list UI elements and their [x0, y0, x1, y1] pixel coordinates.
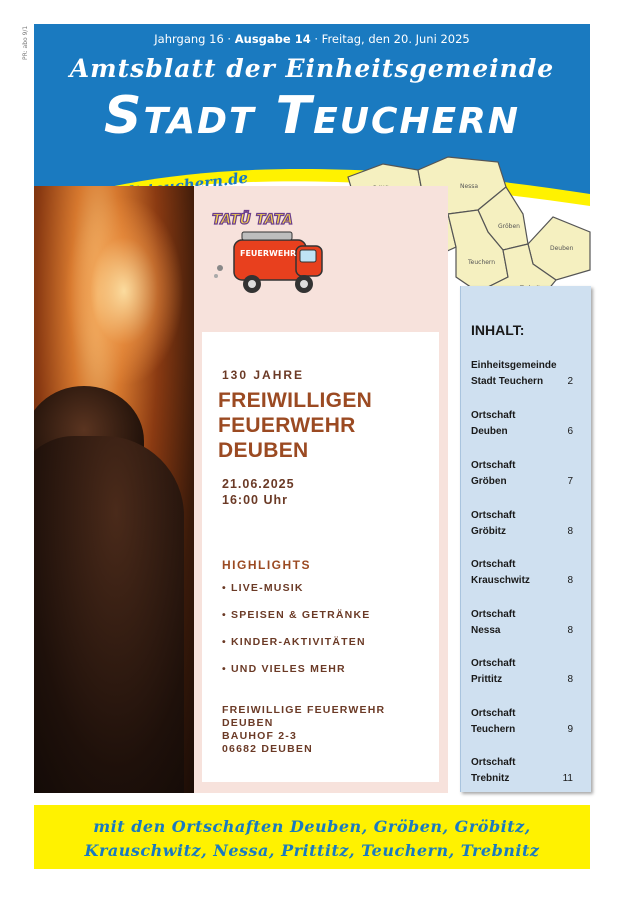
highlight-item: • LIVE-MUSIK	[222, 582, 370, 609]
toc-title: INHALT:	[471, 322, 525, 338]
toc-entry[interactable]	[471, 609, 587, 636]
issue-prefix: Jahrgang 16 ·	[154, 32, 235, 46]
issue-date: · Freitag, den 20. Juni 2025	[310, 32, 470, 46]
toc-entry-page: 6	[567, 426, 573, 437]
toc-entry-line2: Deuben	[471, 426, 508, 437]
footer-banner	[34, 805, 590, 869]
highlight-item: • UND VIELES MEHR	[222, 663, 370, 690]
table-of-contents	[460, 286, 591, 792]
address-line: FREIWILLIGE FEUERWEHR	[222, 704, 386, 716]
toc-entry-page: 8	[567, 575, 573, 586]
issue-line	[34, 32, 590, 46]
issue-number: Ausgabe 14	[234, 32, 311, 46]
toc-entry-page: 8	[567, 674, 573, 685]
poster-time: 16:00 Uhr	[222, 493, 288, 507]
truck-icon	[214, 232, 322, 293]
toc-entry-line1: Einheitsgemeinde	[471, 360, 557, 371]
toc-entry-line1: Ortschaft	[471, 460, 516, 471]
toc-entry-line2: Nessa	[471, 625, 501, 636]
address-line: DEUBEN	[222, 717, 274, 729]
fire-truck-cartoon	[208, 206, 338, 306]
poster-date: 21.06.2025	[222, 477, 295, 491]
toc-entry-line1: Ortschaft	[471, 708, 516, 719]
toc-entry-page: 8	[567, 526, 573, 537]
poster-title-line2: FEUERWEHR	[218, 414, 356, 437]
tatu-text: TATÜ TATA	[212, 212, 294, 228]
toc-entry-line1: Ortschaft	[471, 757, 516, 768]
toc-entry-line1: Ortschaft	[471, 410, 516, 421]
toc-entry[interactable]	[471, 559, 587, 586]
firefighter-photo	[34, 186, 194, 793]
toc-entry-line2: Gröbitz	[471, 526, 506, 537]
toc-entry-page: 7	[567, 476, 573, 487]
toc-entry-page: 2	[567, 376, 573, 387]
side-note: PR: abo 9/1	[22, 25, 29, 60]
toc-entry-line2: Trebnitz	[471, 773, 510, 784]
toc-entry-line1: Ortschaft	[471, 609, 516, 620]
address-line: BAUHOF 2-3	[222, 730, 298, 742]
firefighter-silhouette	[34, 436, 184, 793]
footer-line1: mit den Ortschaften Deuben, Gröben, Gröbitz,	[93, 817, 531, 836]
map-label-groeben: Gröben	[498, 223, 520, 230]
poster-title-line3: DEUBEN	[218, 439, 309, 462]
map-label-nessa: Nessa	[460, 183, 479, 190]
poster-title-line1: FREIWILLIGEN	[218, 389, 373, 412]
toc-entry[interactable]	[471, 360, 587, 387]
toc-entry-line2: Krauschwitz	[471, 575, 530, 586]
toc-entry-line1: Ortschaft	[471, 559, 516, 570]
map-label-deuben: Deuben	[550, 245, 574, 252]
toc-entry[interactable]	[471, 460, 587, 487]
poster-title	[218, 388, 372, 463]
toc-entry-line1: Ortschaft	[471, 510, 516, 521]
masthead-title: Stadt Teuchern	[104, 86, 520, 146]
toc-entry[interactable]	[471, 658, 587, 685]
masthead-subtitle: Amtsblatt der Einheitsgemeinde	[69, 54, 555, 83]
toc-entry[interactable]	[471, 757, 587, 784]
toc-entry-line2: Teuchern	[471, 724, 516, 735]
address-line: 06682 DEUBEN	[222, 743, 313, 755]
toc-entry-line2: Prittitz	[471, 674, 503, 685]
truck-label: FEUERWEHR	[240, 249, 297, 258]
toc-entry-line2: Gröben	[471, 476, 507, 487]
toc-entry-page: 11	[562, 773, 573, 784]
map-label-teuchern: Teuchern	[468, 259, 496, 266]
highlights-list	[222, 582, 370, 690]
toc-entry-line1: Ortschaft	[471, 658, 516, 669]
toc-entry-page: 9	[567, 724, 573, 735]
poster-date-time	[222, 476, 295, 508]
footer-line2: Krauschwitz, Nessa, Prittitz, Teuchern, Trebnitz	[84, 841, 540, 860]
toc-entry[interactable]	[471, 410, 587, 437]
highlight-item: • KINDER-AKTIVITÄTEN	[222, 636, 370, 663]
toc-entry-page: 8	[567, 625, 573, 636]
highlight-item: • SPEISEN & GETRÄNKE	[222, 609, 370, 636]
poster-address	[222, 704, 385, 756]
toc-entry[interactable]	[471, 510, 587, 537]
highlights-heading: HIGHLIGHTS	[222, 558, 311, 572]
toc-entry-line2: Stadt Teuchern	[471, 376, 544, 387]
event-poster	[202, 332, 439, 782]
poster-anniversary: 130 JAHRE	[222, 368, 305, 382]
toc-entry[interactable]	[471, 708, 587, 735]
flame-glow	[64, 196, 184, 386]
